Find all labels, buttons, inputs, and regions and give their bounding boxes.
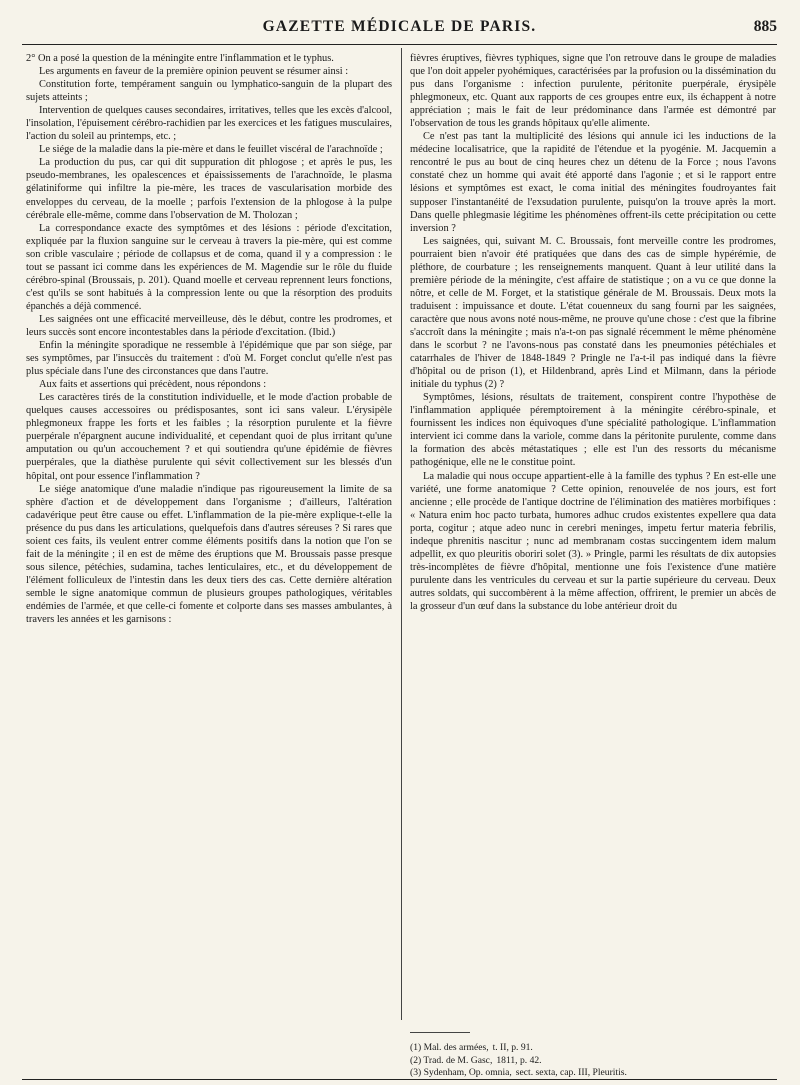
paragraph: Aux faits et assertions qui précèdent, nous répondons : <box>39 379 267 391</box>
footnote <box>410 1055 765 1068</box>
paragraph: Ce n'est pas tant la multiplicité des lésions qui annule ici les inductions de la médecine localisatrice, que la rapidité de l'étendue et la pyogénie. M. Jacquemin a rencontré le pus au bout de cinq heures chez un détenu de la Force ; nous l'avons constaté chez un homme qui avait été apporté dans l'agonie ; et si le rapport entre lésions et symptômes est exact, le coma initial des méningites foudroyantes fait supposer l'instantanéité de l'exsudation purulente, puisqu'on la trouve après la mort. Dans quelle phlegmasie légitime les phénomènes offrent-ils cette précipitation ou cette inversion ? <box>410 131 776 234</box>
footnote-rule <box>410 1032 470 1033</box>
section-rule <box>22 1079 777 1080</box>
paragraph: 2° On a posé la question de la méningite entre l'inflammation et le typhus. <box>26 53 334 64</box>
paragraph: fièvres éruptives, fièvres typhiques, signe que l'on retrouve dans le groupe de maladies que l'on doit appeler pyohémiques, caractérisées par la profusion ou la dissémination du pus dans l'organisme : infection purulente, péritonite puerpérale, érysipèle phlegmoneux, etc. Quant aux rapports de ces groupes entre eux, ils échappent à notre appréciation ; mais le fait de leur prédominance dans l'armée est démontré par l'observation de tous les grands hôpitaux qu'elle alimente. <box>410 53 776 130</box>
footnote <box>410 1067 765 1080</box>
column-divider-top <box>401 48 402 1020</box>
paragraph: Symptômes, lésions, résultats de traitement, conspirent contre l'hypothèse de l'inflammation appliquée péremptoirement à la méningite cérébro-spinale, et fournissent les indices non équivoques d'une spécialité pathologique. L'inflammation intervient ici comme dans la variole, comme dans la péritonite purulente, comme dans la formation des abcès métastatiques ; elle est l'un des ressorts du mécanisme pathogénique, elle ne le constitue point. <box>410 392 776 469</box>
page-number: 885 <box>753 18 777 35</box>
paragraph: Intervention de quelques causes secondaires, irritatives, telles que les excès d'alcool, l'insolation, l'épuisement cérébro-rachidien par les exercices et les fatigues musculaires, l'action du soleil au printemps, etc. ; <box>26 105 392 143</box>
footnotes <box>410 1042 765 1080</box>
paragraph: La correspondance exacte des symptômes et des lésions : période d'excitation, expliquée par la fluxion sanguine sur le cerveau à travers la pie-mère, qui est comme son crible vasculaire ; période de collapsus et de coma, quand il y a compression : le tout se passant ici comme dans les expériences de M. Magendie sur le rôle du fluide cérébro-spinal (Broussais, p. 201). Quand moelle et cerveau reprennent leurs fonctions, c'est qu'ils se sont habitués à la compression lente ou que la résorption des produits épanchés a déjà commencé. <box>26 222 392 312</box>
paragraph: La maladie qui nous occupe appartient-elle à la famille des typhus ? En est-elle une variété, une forme anatomique ? Cette opinion, renouvelée de nos jours, est fort ancienne ; elle procède de l'antique doctrine de l'élimination des matières morbifiques : « Natura enim hoc pacto turbata, humores adhuc crudos existentes expellere qua data porta, cogitur ; atque adeo nunc in cerebri meninges, impetu fertur materia febrilis, indeque phrenitis nascitur ; nunc ad membranam costas succingentem idem malum adpellit, ex quo pleuritis oboriri solet (3). » Pringle, parmi les résultats de dix autopsies très-incomplètes de fièvre d'hôpital, mentionne une fois l'existence d'une matière purulente dans les ventricules du cerveau et sur la partie supérieure du cerveau. Deux autres soldats, qui succombèrent à la même affection, offrirent, le premier un abcès de la grosseur d'un œuf dans la substance du lobe antérieur droit du <box>410 470 776 612</box>
footnote-detail: sect. sexta, cap. III, Pleuritis. <box>515 1067 627 1078</box>
paragraph: Le siége anatomique d'une maladie n'indique pas rigoureusement la limite de sa sphère d'action et de développement dans l'organisme ; d'ailleurs, l'altération cadavérique peut être cause ou effet. L'inflammation de la pie-mère explique-t-elle la présence du pus dans les articulations, quelquefois dans d'autres séreuses ? Si rares que soient ces faits, ils veulent entrer comme éléments positifs dans la notion que l'on se fait de la méningite ; il en est de même des éruptions que M. Broussais passe presque sous silence, pétéchies, sudamina, taches lenticulaires, etc., et du développement de l'élément folliculeux de l'intestin dans les deux tiers des cas. Cette dernière altération semble le signe anatomique commun de plusieurs groupes pathologiques, véritables endémies de l'armée, et que celle-ci fomente et colporte dans ses masses ambulantes, à travers les années et les garnisons : <box>26 483 392 626</box>
paragraph: Constitution forte, tempérament sanguin ou lymphatico-sanguin de la plupart des sujets atteints ; <box>26 79 392 104</box>
paragraph: Les saignées ont une efficacité merveilleuse, dès le début, contre les prodromes, et leurs succès sont encore incontestables dans la période d'excitation. (Ibid.) <box>26 313 392 338</box>
footnote-detail: t. II, p. 91. <box>492 1042 533 1053</box>
footnote-source: (1) Mal. des armées, <box>410 1042 489 1053</box>
paragraph: Les saignées, qui, suivant M. C. Broussais, font merveille contre les prodromes, pourraient bien n'avoir été pratiquées que dans des cas de simple hypérémie, de pléthore, de courbature ; les renseignements manquent. Quant à leur utilité dans la première période de la méningite, c'est affaire de statistique ; on a vu ce que donne la nôtre, et celle de M. Forget, et la statistique générale de M. Broussais. Deux mots la traduisent : impuissance et doute. L'état couenneux du sang fourni par les saignées, caractère que nous avons noté nous-même, ne prouve qu'une chose : c'est que la fibrine s'accroît dans la méningite ; mais n'a-t-on pas signalé récemment le même phénomène dans le scorbut ? ne l'avons-nous pas constaté dans les pneumonies pétéchiales et catarrhales de l'hiver de 1848-1849 ? Pringle ne l'a-t-il pas indiqué dans la fièvre d'hôpital ou de prison (1), et Hildenbrand, après Lind et Milmann, dans la période initiale du typhus (2) ? <box>410 235 776 391</box>
footnote <box>410 1042 765 1055</box>
paragraph: La production du pus, car qui dit suppuration dit phlogose ; et après le pus, les pseudo-membranes, les opalescences et épaississements de l'arachnoïde, le plasma gélatiniforme qui infiltre la pie-mère, les traces de vascularisation morbide des enveloppes du cerveau, de la moelle ; parfois l'extension de la phlogose à la pulpe cérébrale elle-même, comme dans l'observation de M. Tholozan ; <box>26 157 392 221</box>
journal-title: GAZETTE MÉDICALE DE PARIS. <box>262 18 537 35</box>
footnote-source: (3) Sydenham, Op. omnia, <box>410 1067 512 1078</box>
footnote-detail: 1811, p. 42. <box>496 1054 542 1066</box>
footnote-source: (2) Trad. de M. Gasc, <box>410 1054 493 1066</box>
header-rule <box>22 44 777 45</box>
paragraph: Les arguments en faveur de la première opinion peuvent se résumer ainsi : <box>39 66 349 78</box>
left-column <box>26 52 392 1035</box>
paragraph: Les caractères tirés de la constitution individuelle, et le mode d'action probable de quelques causes accessoires ou prédisposantes, sont ici sans valeur. L'érysipèle phlegmoneux frappe les forts et les faibles ; la résorption purulente et la fièvre puerpérale n'épargnent aucune individualité, et cependant quoi de plus irritant qu'une amputation ou qu'un accouchement ? et qui soutiendra qu'une épidémie de fièvres puerpérales, que la diathèse purulente qui sévit collectivement sur les blessés d'un hôpital, ont pour essence l'inflammation ? <box>26 392 392 482</box>
paragraph: Enfin la méningite sporadique ne ressemble à l'épidémique que par son siége, par ses symptômes, par l'insuccès du traitement : d'où M. Forget conclut qu'elle n'est pas plus spéciale dans l'une des circonstances que dans l'autre. <box>26 340 392 378</box>
page-header <box>22 4 777 34</box>
paragraph: Le siége de la maladie dans la pie-mère et dans le feuillet viscéral de l'arachnoïde ; <box>39 144 383 156</box>
right-column <box>410 52 776 1029</box>
